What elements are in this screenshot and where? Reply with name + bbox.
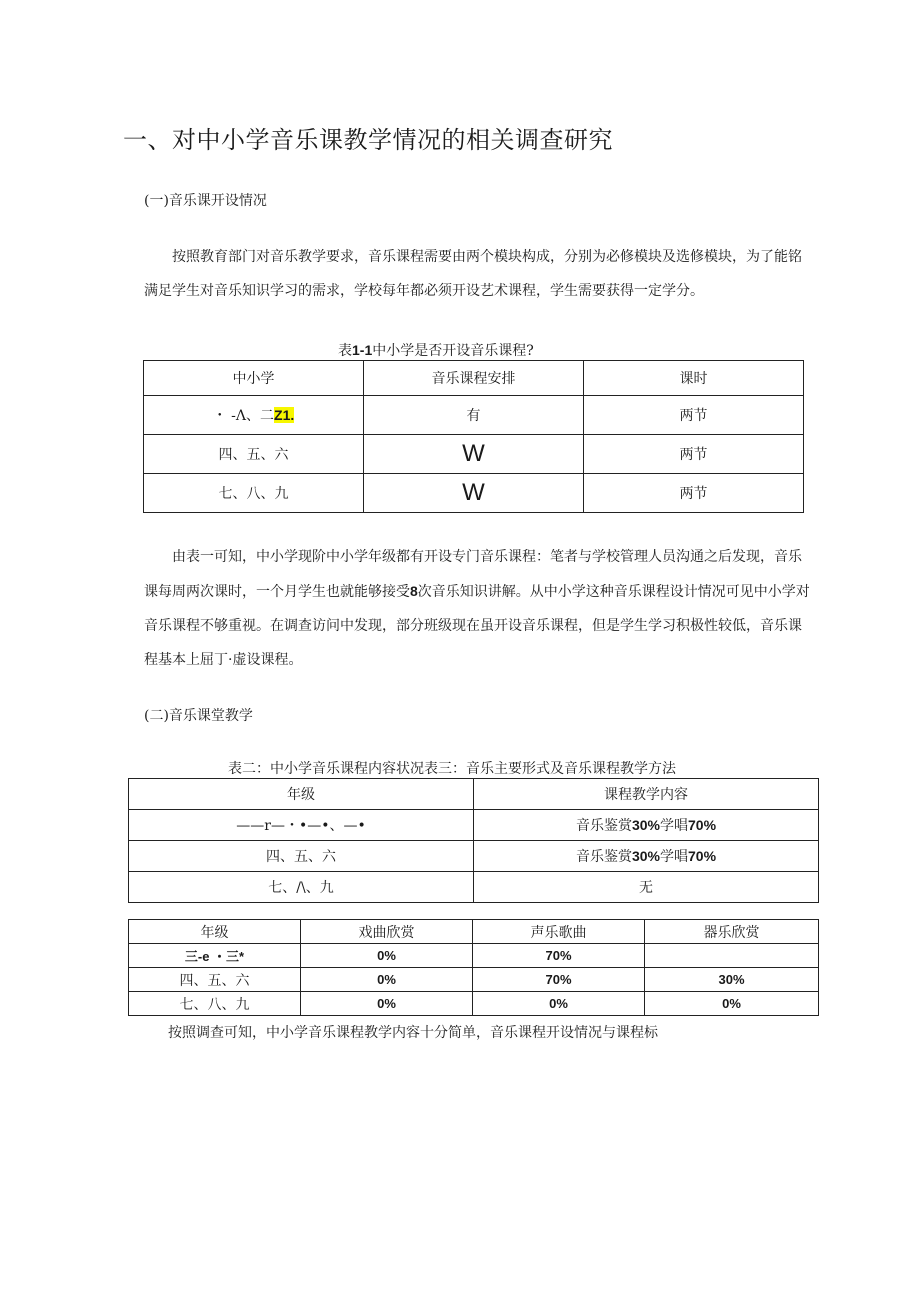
table-cell-grade: 七、八、九 xyxy=(144,474,364,513)
table-cell-grade: 七、/\、九 xyxy=(129,872,474,903)
table-row xyxy=(129,810,819,841)
table-row xyxy=(144,435,804,474)
table-row xyxy=(129,968,819,992)
table-cell-value: 0% xyxy=(301,992,473,1016)
closing-paragraph: 按照调查可知，中小学音乐课程教学内容十分简单，音乐课程开设情况与课程标 xyxy=(168,1025,658,1041)
table-header-row xyxy=(129,920,819,944)
table-cell-value: 0% xyxy=(301,944,473,968)
table-header-cell: 戏曲欣赏 xyxy=(301,920,473,944)
table-row xyxy=(129,944,819,968)
intro-paragraph: 按照教育部门对音乐教学要求，音乐课程需要由两个模块构成，分别为必修模块及选修模块，为了能铭满足学生对音乐知识学习的需求，学校每年都必须开设艺术课程，学生需要获得一定学分。 xyxy=(144,249,802,299)
grade-text: ・ -Λ、二 xyxy=(212,408,275,424)
table-cell-hours: 两节 xyxy=(584,474,804,513)
table3 xyxy=(128,919,819,1016)
table-cell-arrangement: W xyxy=(364,435,584,474)
analysis-text-2: 次音乐知识讲解。从中小学这种音乐课程设计情况可见中小学对音乐课程不够重视。在调查访问中发现，部分班级现在虽开设音乐课程，但是学生学习积极性较低，音乐课程基本上屈丁·虚设课程。 xyxy=(144,584,810,668)
table2-caption: 表二：中小学音乐课程内容状况表三：音乐主要形式及音乐课程教学方法 xyxy=(228,761,676,777)
content-percent: 30% xyxy=(631,848,660,864)
table-cell-grade: 四、五、六 xyxy=(144,435,364,474)
table-cell-grade: 四、五、六 xyxy=(129,968,301,992)
table-row xyxy=(129,841,819,872)
table1-caption-text: 中小学是否开设音乐课程? xyxy=(372,343,534,359)
table-row xyxy=(129,992,819,1016)
table-cell-grade: 三-e ・三* xyxy=(129,944,301,968)
table-cell-content xyxy=(474,841,819,872)
table-cell-value: 0% xyxy=(645,992,819,1016)
table-cell-value: 0% xyxy=(301,968,473,992)
table-cell-grade xyxy=(144,396,364,435)
table-cell-value: 70% xyxy=(473,944,645,968)
table-row xyxy=(129,872,819,903)
table1-caption xyxy=(338,340,534,360)
table2 xyxy=(128,778,819,903)
table-cell-value: 30% xyxy=(645,968,819,992)
table-cell-arrangement: 有 xyxy=(364,396,584,435)
table-cell-grade: 四、五、六 xyxy=(129,841,474,872)
table1-caption-prefix: 表 xyxy=(338,343,352,359)
table-header-row xyxy=(144,361,804,396)
content-label: 音乐鉴赏 xyxy=(575,818,632,834)
content-percent: 70% xyxy=(688,817,717,833)
table-header-cell: 中小学 xyxy=(144,361,364,396)
table-cell-content xyxy=(474,810,819,841)
table1 xyxy=(143,360,804,513)
table1-caption-number: 1-1 xyxy=(352,342,373,358)
table-header-row xyxy=(129,779,819,810)
content-percent: 30% xyxy=(631,817,660,833)
content-label: 学唱 xyxy=(660,818,688,834)
section-title-1: (一)音乐课开设情况 xyxy=(144,193,267,209)
table-cell-value xyxy=(645,944,819,968)
table-header-cell: 器乐欣赏 xyxy=(645,920,819,944)
highlighted-text: Z1. xyxy=(274,407,295,423)
table-header-cell: 音乐课程安排 xyxy=(364,361,584,396)
table-header-cell: 年级 xyxy=(129,779,474,810)
table-cell-grade: 七、八、九 xyxy=(129,992,301,1016)
section-title-2: (二)音乐课堂教学 xyxy=(144,708,253,724)
table-row xyxy=(144,396,804,435)
table-header-cell: 年级 xyxy=(129,920,301,944)
table-header-cell: 课程教学内容 xyxy=(474,779,819,810)
content-label: 音乐鉴赏 xyxy=(575,849,632,865)
analysis-bold-number: 8 xyxy=(410,583,418,599)
content-label: 学唱 xyxy=(660,849,688,865)
table-cell-grade: ——r—・•—•、—• xyxy=(129,810,474,841)
table-row xyxy=(144,474,804,513)
table-cell-arrangement: W xyxy=(364,474,584,513)
analysis-text-1: 由表一可知，中小学现阶中小学年级都有开设专门音乐课程：笔者与学校管理人员沟通之后发现，音乐课每周两次课时，一个月学生也就能够接受 xyxy=(144,549,802,600)
content-percent: 70% xyxy=(688,848,717,864)
table-cell-value: 70% xyxy=(473,968,645,992)
table-header-cell: 声乐歌曲 xyxy=(473,920,645,944)
table-cell-hours: 两节 xyxy=(584,435,804,474)
analysis-paragraph xyxy=(144,540,814,677)
page-heading: 一、对中小学音乐课教学情况的相关调查研究 xyxy=(123,126,613,154)
table-cell-content: 无 xyxy=(474,872,819,903)
table-cell-value: 0% xyxy=(473,992,645,1016)
table-header-cell: 课时 xyxy=(584,361,804,396)
table-cell-hours: 两节 xyxy=(584,396,804,435)
